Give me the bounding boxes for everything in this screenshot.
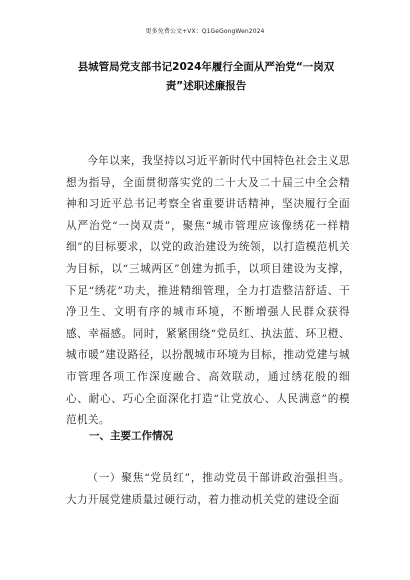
intro-paragraph: 今年以来，我坚持以习近平新时代中国特色社会主义思想为指导，全面贯彻落实党的二十大及二十届三中全会精神和习近平总书记考察全省重要讲话精神，坚决履行全面从严治党“一岗双责”，聚焦“城市管理应该像绣花一样精细”的目标要求，以党的政治建设为统领，以打造模范机关为目标，以“三城两区”创建为抓手，以项目建设为支撑，下足“绣花”功夫，推进精细管理，全力打造整洁舒适、干净卫生、文明有序的城市环境，不断增强人民群众获得感、幸福感。同时，紧紧围绕“党员红、执法蓝、环卫橙、城市暖”建设路径，以扮靓城市环境为目标，推动党建与城市管理各项工作深度融合、高效联动，通过绣花般的细心、耐心、巧心全面深化打造“让党放心、人民满意”的模范机关。 [66, 155, 350, 427]
section-paragraph: （一）聚焦“党员红”，推动党员干部讲政治强担当。大力开展党建质量过硬行动，着力推动机关党的建设全面 [66, 472, 350, 506]
watermark-text: 更多免费公文+VX：Q1GeGongWen2024 [145, 28, 265, 35]
section-heading: 一、主要工作情况 [89, 430, 173, 442]
document-title: 县城管局党支部书记2024年履行全面从严治党“一岗双责”述职述廉报告 [77, 61, 335, 92]
